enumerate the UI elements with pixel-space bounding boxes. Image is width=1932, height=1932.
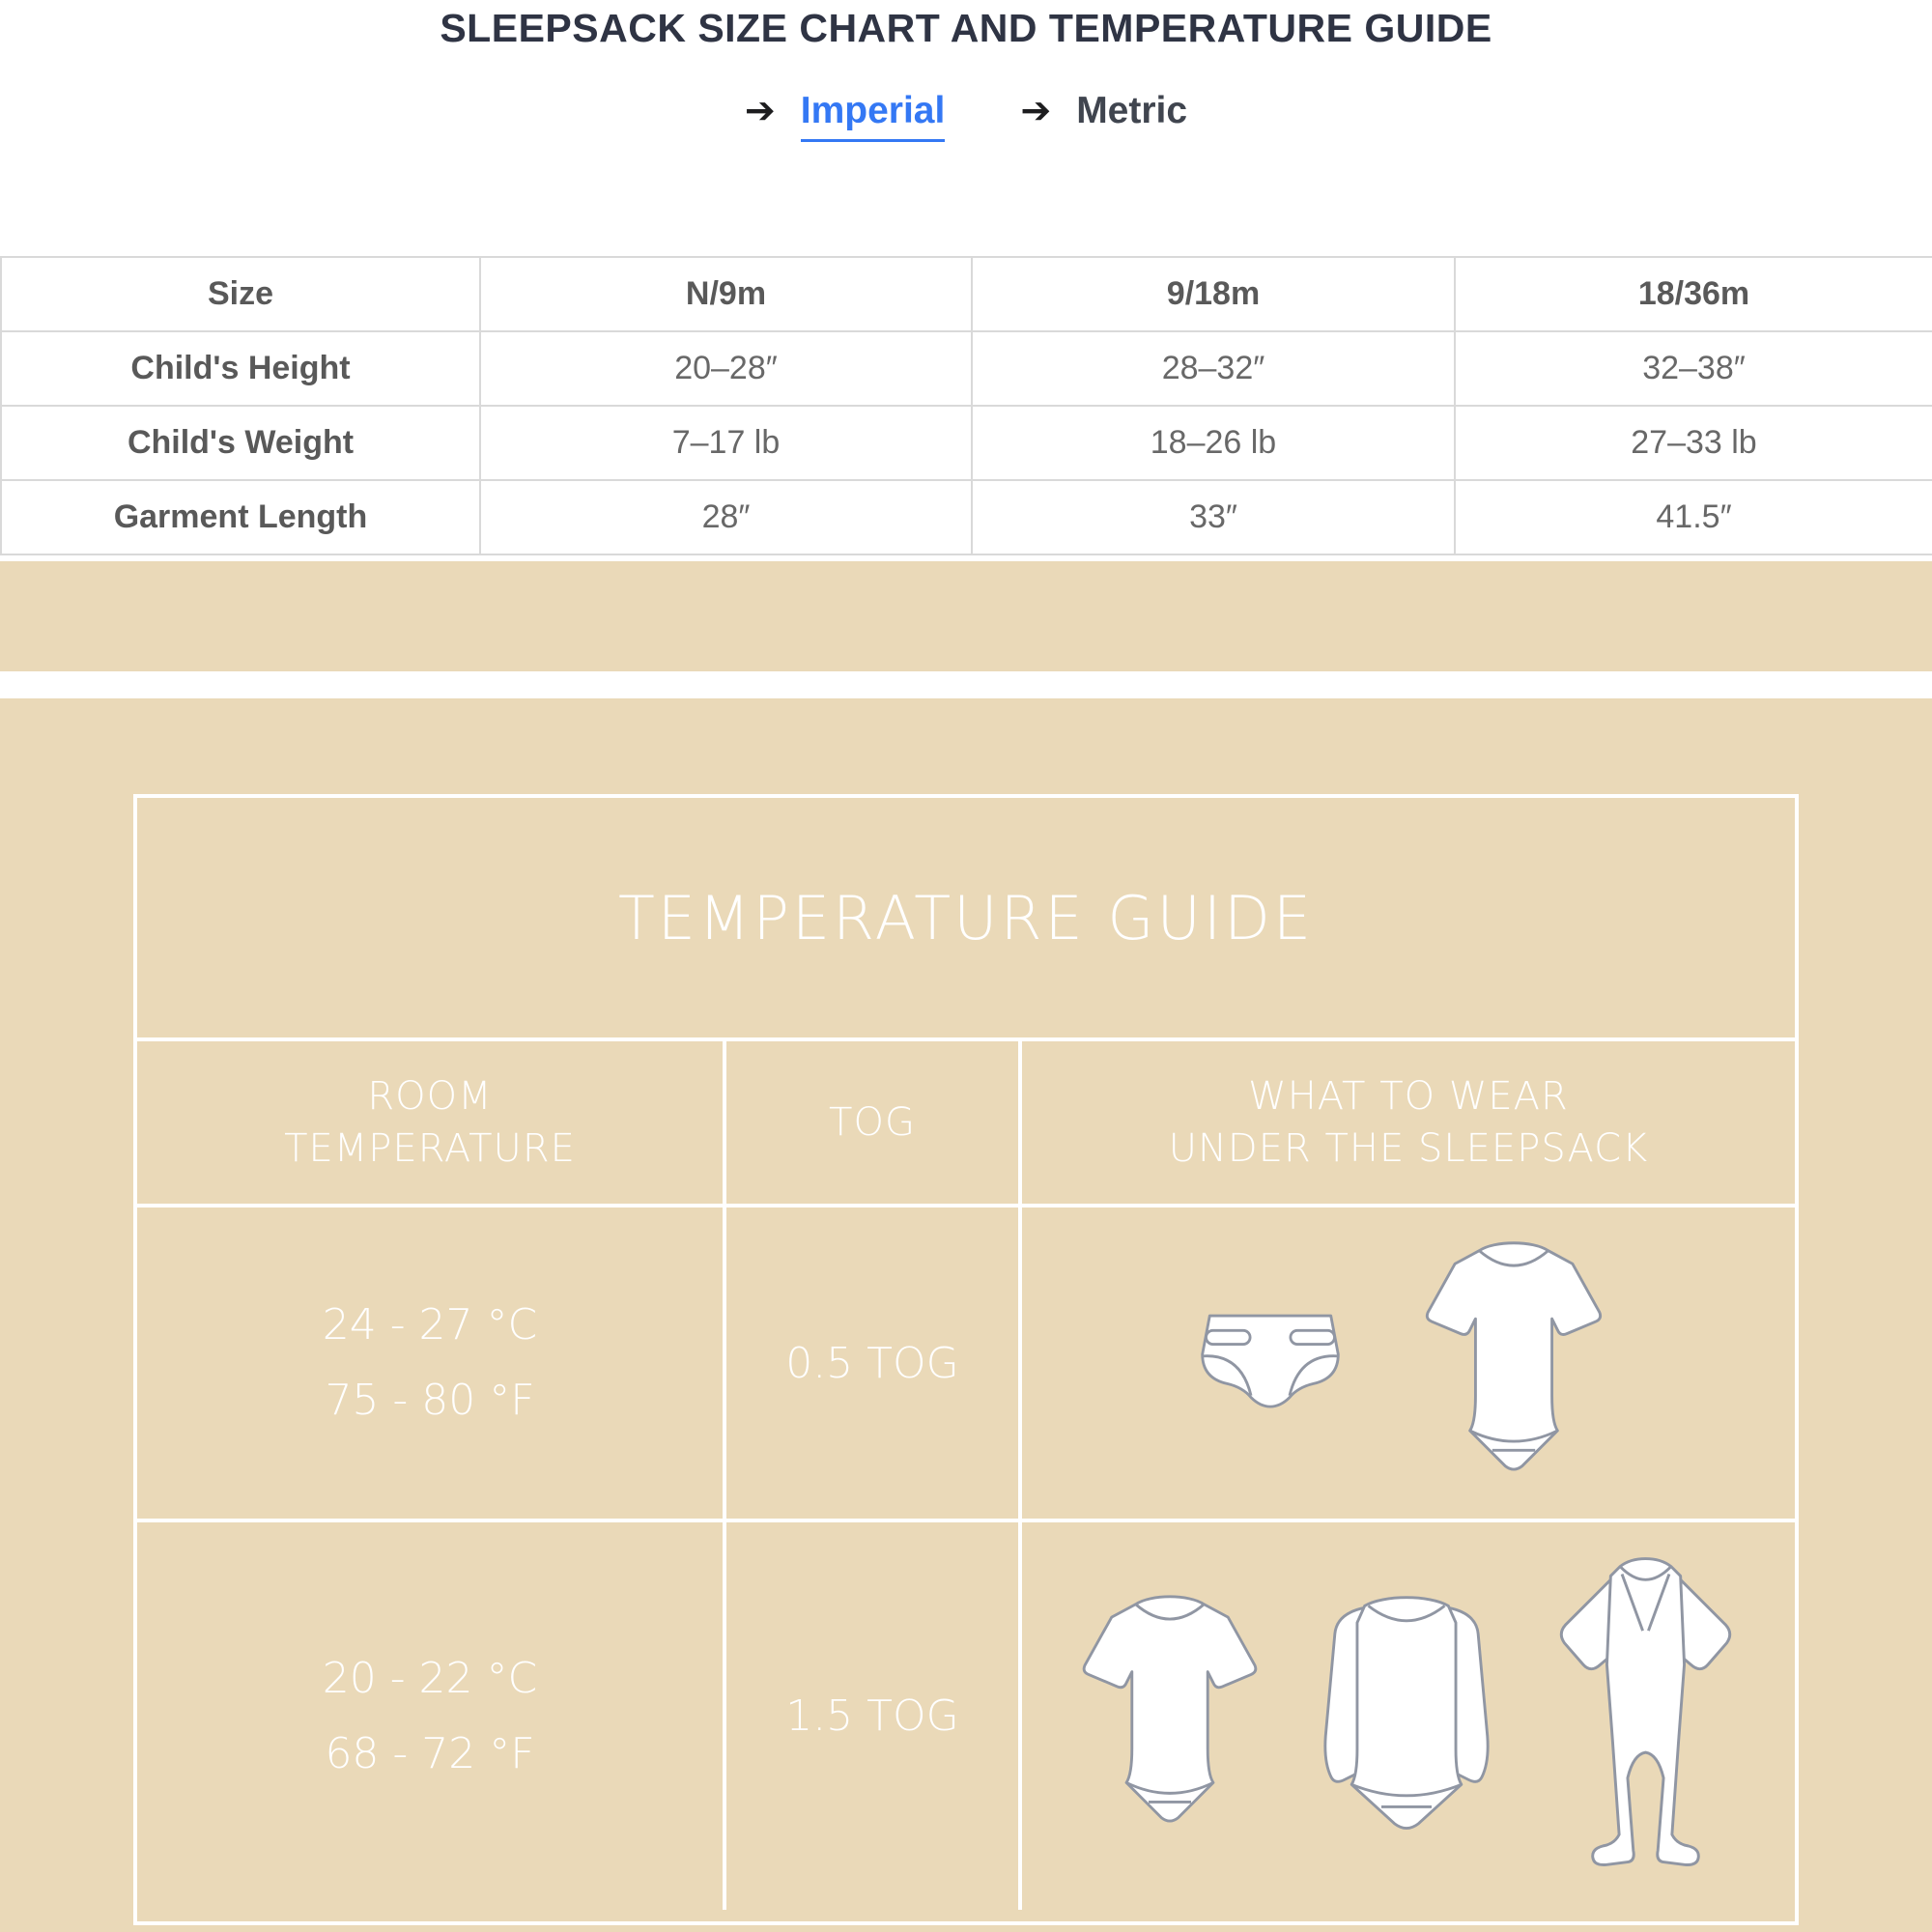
arrow-right-icon: ➔ bbox=[744, 89, 776, 131]
beige-band-top bbox=[0, 561, 1932, 671]
celsius-range: 20 - 22 °C bbox=[322, 1653, 538, 1703]
weight-value-1836m: 27–33 lb bbox=[1455, 406, 1932, 480]
arrow-right-icon: ➔ bbox=[1020, 89, 1052, 131]
temperature-row-15tog bbox=[137, 1522, 1795, 1910]
length-value-1836m: 41.5″ bbox=[1455, 480, 1932, 554]
fahrenheit-range: 75 - 80 °F bbox=[325, 1376, 535, 1425]
length-value-918m: 33″ bbox=[972, 480, 1455, 554]
tog-cell: 0.5 TOG bbox=[726, 1208, 1022, 1519]
weight-value-n9m: 7–17 lb bbox=[480, 406, 972, 480]
room-temperature-line1: ROOM bbox=[367, 1074, 493, 1119]
temperature-guide-title: TEMPERATURE GUIDE bbox=[137, 798, 1795, 1041]
row-label-childs-height: Child's Height bbox=[1, 331, 480, 406]
unit-toggle bbox=[0, 89, 1932, 142]
column-header-tog: TOG bbox=[726, 1041, 1022, 1204]
what-to-wear-line2: UNDER THE SLEEPSACK bbox=[1168, 1126, 1649, 1171]
what-to-wear-cell bbox=[1022, 1522, 1795, 1910]
temperature-guide-table bbox=[133, 794, 1799, 1925]
page-title: SLEEPSACK SIZE CHART AND TEMPERATURE GUIDE bbox=[440, 6, 1492, 50]
metric-link[interactable]: Metric bbox=[1076, 90, 1188, 131]
height-value-n9m: 20–28″ bbox=[480, 331, 972, 406]
room-temperature-line2: TEMPERATURE bbox=[284, 1126, 576, 1171]
table-row-height bbox=[1, 331, 1932, 406]
column-header-1836m: 18/36m bbox=[1455, 257, 1932, 331]
short-sleeve-bodysuit-icon bbox=[1406, 1237, 1621, 1490]
column-header-room-temperature bbox=[137, 1041, 726, 1204]
table-row-weight bbox=[1, 406, 1932, 480]
room-temperature-cell bbox=[137, 1522, 726, 1910]
temperature-guide-header-row bbox=[137, 1041, 1795, 1208]
long-sleeve-bodysuit-icon bbox=[1297, 1591, 1516, 1842]
size-chart-table bbox=[0, 256, 1932, 555]
weight-value-918m: 18–26 lb bbox=[972, 406, 1455, 480]
diaper-icon bbox=[1197, 1310, 1344, 1416]
fahrenheit-range: 68 - 72 °F bbox=[325, 1728, 535, 1778]
row-label-childs-weight: Child's Weight bbox=[1, 406, 480, 480]
room-temperature-cell bbox=[137, 1208, 726, 1519]
height-value-1836m: 32–38″ bbox=[1455, 331, 1932, 406]
table-row-garment-length bbox=[1, 480, 1932, 554]
footed-pajama-icon bbox=[1537, 1551, 1754, 1882]
length-value-n9m: 28″ bbox=[480, 480, 972, 554]
size-chart-header-row bbox=[1, 257, 1932, 331]
column-header-918m: 9/18m bbox=[972, 257, 1455, 331]
row-label-garment-length: Garment Length bbox=[1, 480, 480, 554]
column-header-size: Size bbox=[1, 257, 480, 331]
celsius-range: 24 - 27 °C bbox=[322, 1300, 538, 1350]
short-sleeve-bodysuit-icon bbox=[1064, 1591, 1276, 1841]
column-header-what-to-wear bbox=[1022, 1041, 1795, 1204]
tog-cell: 1.5 TOG bbox=[726, 1522, 1022, 1910]
unit-option-imperial bbox=[745, 89, 945, 142]
what-to-wear-line1: WHAT TO WEAR bbox=[1248, 1074, 1569, 1119]
height-value-918m: 28–32″ bbox=[972, 331, 1455, 406]
imperial-link[interactable]: Imperial bbox=[801, 90, 946, 142]
unit-option-metric bbox=[1020, 89, 1187, 132]
what-to-wear-cell bbox=[1022, 1208, 1795, 1519]
column-header-n9m: N/9m bbox=[480, 257, 972, 331]
temperature-row-05tog bbox=[137, 1208, 1795, 1522]
